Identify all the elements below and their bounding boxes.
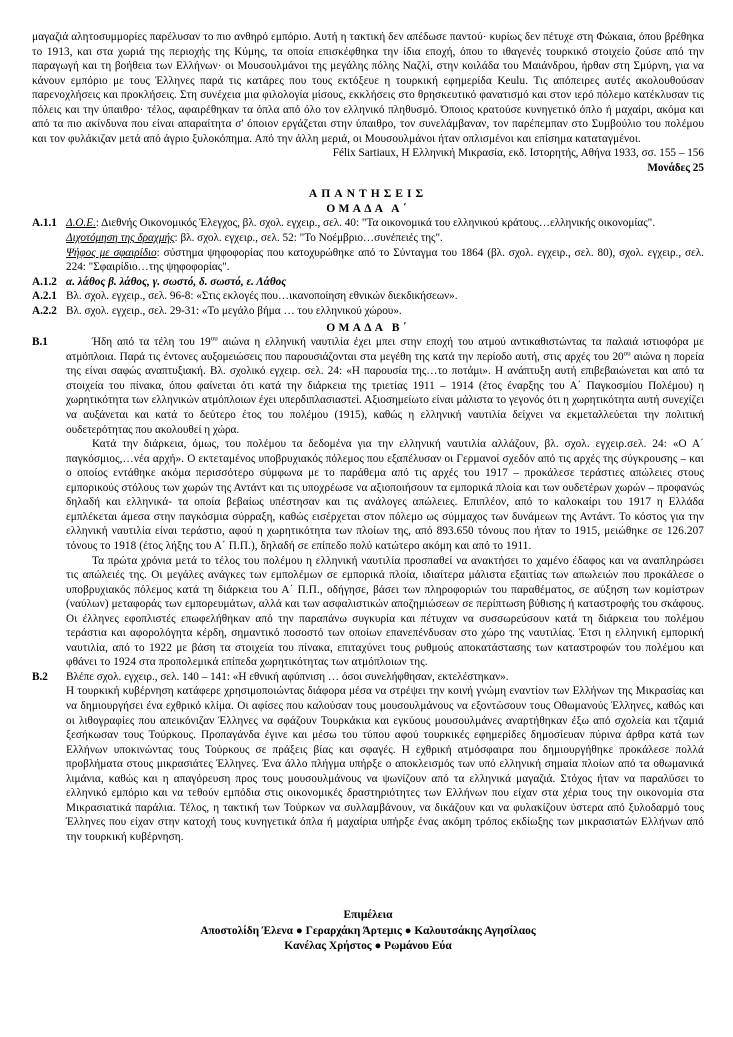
b1-text-c: αιώνα η πορεία της είναι σαφώς αναπτυξιακή. Βλ. σχολικό εγχειρ. σελ. 24: «Η παρουσία της…το ποτάμι». Η ανάπτυξη αυτή επιβεβαιώνεται και από τα στοιχεία του πίνακα, όπου φαίνεται ότι κατά την διάρκεια της τριετίας 1911 – 1914 (έτος έναρξης του Α΄ Παγκοσμίου Πολέμου) η χωρητικότητα των ελληνικών ατμόπλοιων έχει υπερδιπλασιαστεί. Αξιοσημείωτο είναι μάλιστα το γεγονός ότι η χωρητικότητα αυτή συνεχίζει να αυξάνεται και κατά το δεύτερο έτος του πολέμου (1915), καθώς η ελληνική ναυτιλία δείχνει να εκμεταλλεύεται την πολιτική ουδετερότητας που ακολουθεί η χώρα. — [66, 350, 704, 436]
answer-item-b1 — [32, 335, 704, 437]
term-psifos: Ψήφος με σφαιρίδιο — [66, 246, 157, 259]
answer-item-b2 — [32, 670, 704, 685]
answer-subitem-a11-3 — [66, 246, 704, 275]
answer-text-a11-1: : Διεθνής Οικονομικός Έλεγχος, βλ. σχολ. εγχειρ., σελ. 40: "Τα οικονομικά του ελληνικού κράτους…ελληνικής οικονομίας". — [95, 217, 656, 230]
answer-b1-para3 — [66, 554, 704, 670]
b1-superscript-1: ου — [210, 334, 218, 343]
answer-b1-para2 — [66, 437, 704, 553]
heading-answers: ΑΠΑΝΤΗΣΕΙΣ — [308, 187, 428, 201]
b2-paragraph-2: Η τουρκική κυβέρνηση κατάφερε χρησιμοποιώντας διάφορα μέσα να στρέψει την κοινή γνώμη εναντίον των Ελλήνων της Μικρασίας και να δημιουργήσει ένα εχθρικό κλίμα. Οι αφίσες που καλούσαν τους μουσουλμάνους να εξοντώσουν τους Οθωμανούς Έλληνες, καθώς και οι λιθογραφίες που απεικόνιζαν Έλληνες να σφάζουν Τουρκάκια και εγκύους μουσουλμάνες αναρτήθηκαν έξω από σχολεία και τζαμιά ξεσήκωσαν τους Τούρκους. Προπαγάνδα έγινε και μέσω του τύπου αφού τουρκικές εφημερίδες δημοσίευαν πύρινα άρθρα κατά των Ελλήνων υποκινώντας τους Τούρκους σε πράξεις βίας και σφαγές. Η εχθρική ατμόσφαιρα που δημιουργήθηκε προκάλεσε πολλά προβλήματα στους μικρασιάτες Έλληνες. Ένα άλλο πλήγμα υπήρξε ο αποκλεισμός των υπό ελληνική σημαία πλοίων από τα οθωμανικά λιμάνια, καθώς και η απαγόρευση προς τους μουσουλμάνους να ψωνίζουν από τα ελληνικά μαγαζιά. Στόχος ήταν να παραλύσει το ελληνικό εμπόριο και να τεθούν εμπόδια στις οικονομικές δραστηριότητες των Ελλήνων που είχαν στα χέρια τους την οικονομία στα Μικρασιατικά παράλια. Τέλος, η τακτική των Τούρκων να συλλαμβάνουν, να δικάζουν και να φυλακίζουν ύστερα από ξυλοδαρμό τους Έλληνες που είχαν στην κατοχή τους κυνηγετικά όπλα ή μαχαίρια υπήρξε ένας ακόμη τρόπος εκδίωξης των μικρασιατών Ελλήνων από την τουρκική κυβέρνηση. — [66, 685, 704, 843]
answer-label-b2: Β.2 — [32, 670, 48, 683]
heading-group-b: ΟΜΑΔΑ Β΄ — [326, 321, 410, 335]
answer-item-a11 — [32, 216, 704, 231]
answer-label-b1: Β.1 — [32, 336, 48, 349]
b1-paragraph-2: Κατά την διάρκεια, όμως, του πολέμου τα δεδομένα για την ελληνική ναυτιλία αλλάζουν, βλ. σχολ. εγχειρ.σελ. 24: «Ο Α΄ παγκόσμιος,…νέα αρχή». Ο εκτεταμένος υποβρυχιακός πόλεμος που εξαπέλυσαν οι Γερμανοί σχεδόν από τις αρχές της σύγκρουσης – και ο οποίος εντάθηκε ακόμα περισσότερο σύμφωνα με το παράθεμα από τις αρχές του 1917 – προκάλεσε τεράστιες απώλειες στους εμπορικούς στόλους των χωρών της Αντάντ και τις υποχρέωσε να αξιοποιήσουν τα εμπορικά πλοία και των ουδετέρων χωρών – προφανώς δηλαδή και ελληνικά- τα οποία βεβαίως υπέστησαν και τις ανάλογες απώλειες. Επιπλέον, από το καλοκαίρι του 1917 η Ελλάδα εμπλέκεται άμεσα στην παγκόσμια σύρραξη, καθώς εισέρχεται στον πόλεμο ως σύμμαχος των δυνάμεων της Αντάντ. Το κόστος για την ελληνική ναυτιλία είναι τεράστιο, αφού η χωρητικότητα των πλοίων της, από 893.650 τόνους που ήταν το 1915, μειώθηκε σε 126.207 τόνους το 1918 (έτος λήξης του Α΄ Π.Π.), δηλαδή σε επίπεδο πολύ κατώτερο ακόμη και από το 1911. — [66, 438, 704, 552]
b1-text-a: Ήδη από τα τέλη του 19 — [92, 336, 211, 349]
excerpt-paragraph: μαγαζιά αλητοσυμμορίες παρέλυσαν το πιο ανθηρό εμπόριο. Αυτή η τακτική δεν απέδωσε παντού· κυρίως δεν πέτυχε στη Φώκαια, όπου βρέθηκα το 1913, και στα χωριά της περιοχής της Κύμης, τα οποία επισκέφθηκα την ίδια εποχή, όπου το ιθαγενές τουρκικό στοιχείο ζούσε από την παραγωγή και τη βοήθεια των Ελλήνων· οι Μουσουλμάνοι της μεγάλης πόλης Ναζλί, στην κοιλάδα του Μαιάνδρου, ήρθαν στη Σμύρνη, για να κάνουν εμπόριο με τους Έλληνες παρά τις κατάρες που τους εκτόξευε η τουρκική εφημερίδα Keulu. Τις απόπειρες αυτές ακολουθούσαν παρενοχλήσεις και προκλήσεις. Στη συνέχεια μια φιλολογία μίσους, εκκλήσεις στο θρησκευτικό φανατισμό και στον ιερό πόλεμο κατέκλυσαν τις πόλεις και την ύπαιθρο· τέλος, αφαιρέθηκαν τα όπλα από όλο τον ελληνικό πληθυσμό. Όποιος κρατούσε κυνηγετικό όπλο ή μαχαίρι, ακόμα και από τα πιο ακίνδυνα που είναι απαραίτητα σ' όποιον εργάζεται στην ύπαιθρο, τον συνελάμβαναν, τον παρέπεμπαν στο Συμβούλιο του πολέμου και τον φυλάκιζαν μετά από άγριο ξυλοκόπημα. Από την άλλη μεριά, οι Μουσουλμάνοι ήταν οπλισμένοι και επίσημα καταταγμένοι. — [32, 31, 704, 145]
source-attribution: Félix Sartiaux, Η Ελληνική Μικρασία, εκδ. Ιστορητής, Αθήνα 1933, σσ. 155 – 156 — [332, 147, 704, 160]
points-label: Μονάδες 25 — [647, 161, 704, 174]
answer-label-a22: Α.2.2 — [32, 304, 57, 317]
term-dichotomisi: Διχοτόμηση της δραχμής — [66, 232, 175, 245]
answer-item-a22 — [32, 304, 704, 319]
answer-text-a11-3: : σύστημα ψηφοφορίας που κατοχυρώθηκε από το Σύνταγμα του 1864 (βλ. σχολ. εγχειρ., σελ. 80), σχολ. εγχειρ., σελ. 224: "Σφαιρίδιο…της ψηφοφορίας". — [66, 246, 704, 274]
answer-b2-para2 — [66, 684, 704, 844]
answer-item-a12 — [32, 275, 704, 290]
answer-body-a21: Βλ. σχολ. εγχειρ., σελ. 96-8: «Στις εκλογές που…ικανοποίηση εθνικών διεκδικήσεων». — [66, 290, 458, 303]
term-doe: Δ.Ο.Ε. — [66, 217, 96, 230]
heading-group-a: ΟΜΑΔΑ Α΄ — [326, 202, 410, 216]
answer-body-a12: α. λάθος β. λάθος, γ. σωστό, δ. σωστό, ε. Λάθος — [66, 275, 287, 288]
footer-title: Επιμέλεια — [343, 909, 393, 921]
answer-body-a22: Βλ. σχολ. εγχειρ., σελ. 29-31: «Το μεγάλο βήμα … του ελληνικού χώρου». — [66, 304, 402, 317]
document-footer — [32, 908, 704, 955]
answer-subitem-a11-2 — [66, 231, 704, 246]
answer-item-a21 — [32, 289, 704, 304]
answer-label-a12: Α.1.2 — [32, 275, 57, 288]
document-content — [32, 30, 704, 844]
answer-body-b1-para1 — [66, 335, 704, 437]
answer-text-a11-2: : βλ. σχολ. εγχειρ., σελ. 52: "Το Νοέμβριο…συνέπειές της". — [174, 232, 443, 245]
b1-text-b: αιώνα η ελληνική ναυτιλία έχει μπει στην εποχή του ατμού αντικαθιστώντας τα παλαιά ιστιοφόρα με ατμόπλοια. Παρά τις έντονες αυξομειώσεις που παρουσιάζονται στα μεγέθη της κατά την περίοδο αυτή, στις αρχές του 20 — [66, 336, 704, 363]
b1-paragraph-3: Τα πρώτα χρόνια μετά το τέλος του πολέμου η ελληνική ναυτιλία προσπαθεί να ανακτήσει το χαμένο έδαφος και να αναπληρώσει τις απώλειές της. Οι μεγάλες ανάγκες των εμπολέμων σε εμπορικά πλοία, ιδιαίτερα μάλιστα εξαιτίας των απωλειών που προκάλεσε ο υποβρυχιακός πόλεμος κατά τη διάρκεια του Α΄ Π.Π., οδήγησε, βάσει των πληροφοριών του παραθέματος, σε αύξηση των κομίστρων (ναύλων) μεταφοράς των εμπορευμάτων, αλλά και των ασφαλιστικών αποζημιώσεων σε περίπτωση βύθισης ή καταστροφής του σκάφους. Οι έλληνες εφοπλιστές επωφελήθηκαν από την παραπάνω συγκυρία και πέτυχαν να συσσωρεύσουν κατά τη διάρκεια του πολέμου τεράστια και αφορολόγητα κέρδη, σημαντικό ποσοστό των οποίων επανεπένδυσαν στο χώρο της ναυτιλίας. Έτσι η ελληνική εμπορική ναυτιλία, από το 1922 με βάση τα στοιχεία του πίνακα, επιταχύνει τους ρυθμούς αποκατάστασης των καταστροφών του πολέμου και φθάνει το 1924 στα προπολεμικά επίπεδα χωρητικότητας των ατμόπλοιων της. — [66, 554, 704, 669]
footer-editors-line-1: Αποστολίδη Έλενα ● Γεραρχάκη Άρτεμις ● Καλουτσάκης Αγησίλαος — [200, 924, 536, 937]
answer-body-b2-para1: Βλέπε σχολ. εγχειρ., σελ. 140 – 141: «Η εθνική αφύπνιση … όσοι συνελήφθησαν, εκτελέστηκαν». — [66, 670, 509, 683]
footer-editors-line-2: Κανέλας Χρήστος ● Ρωμάνου Εύα — [284, 940, 452, 952]
answer-label-a21: Α.2.1 — [32, 290, 57, 303]
b1-superscript-2: ου — [623, 349, 631, 358]
answer-label-a11: Α.1.1 — [32, 217, 57, 230]
answer-body-a11 — [66, 216, 704, 231]
